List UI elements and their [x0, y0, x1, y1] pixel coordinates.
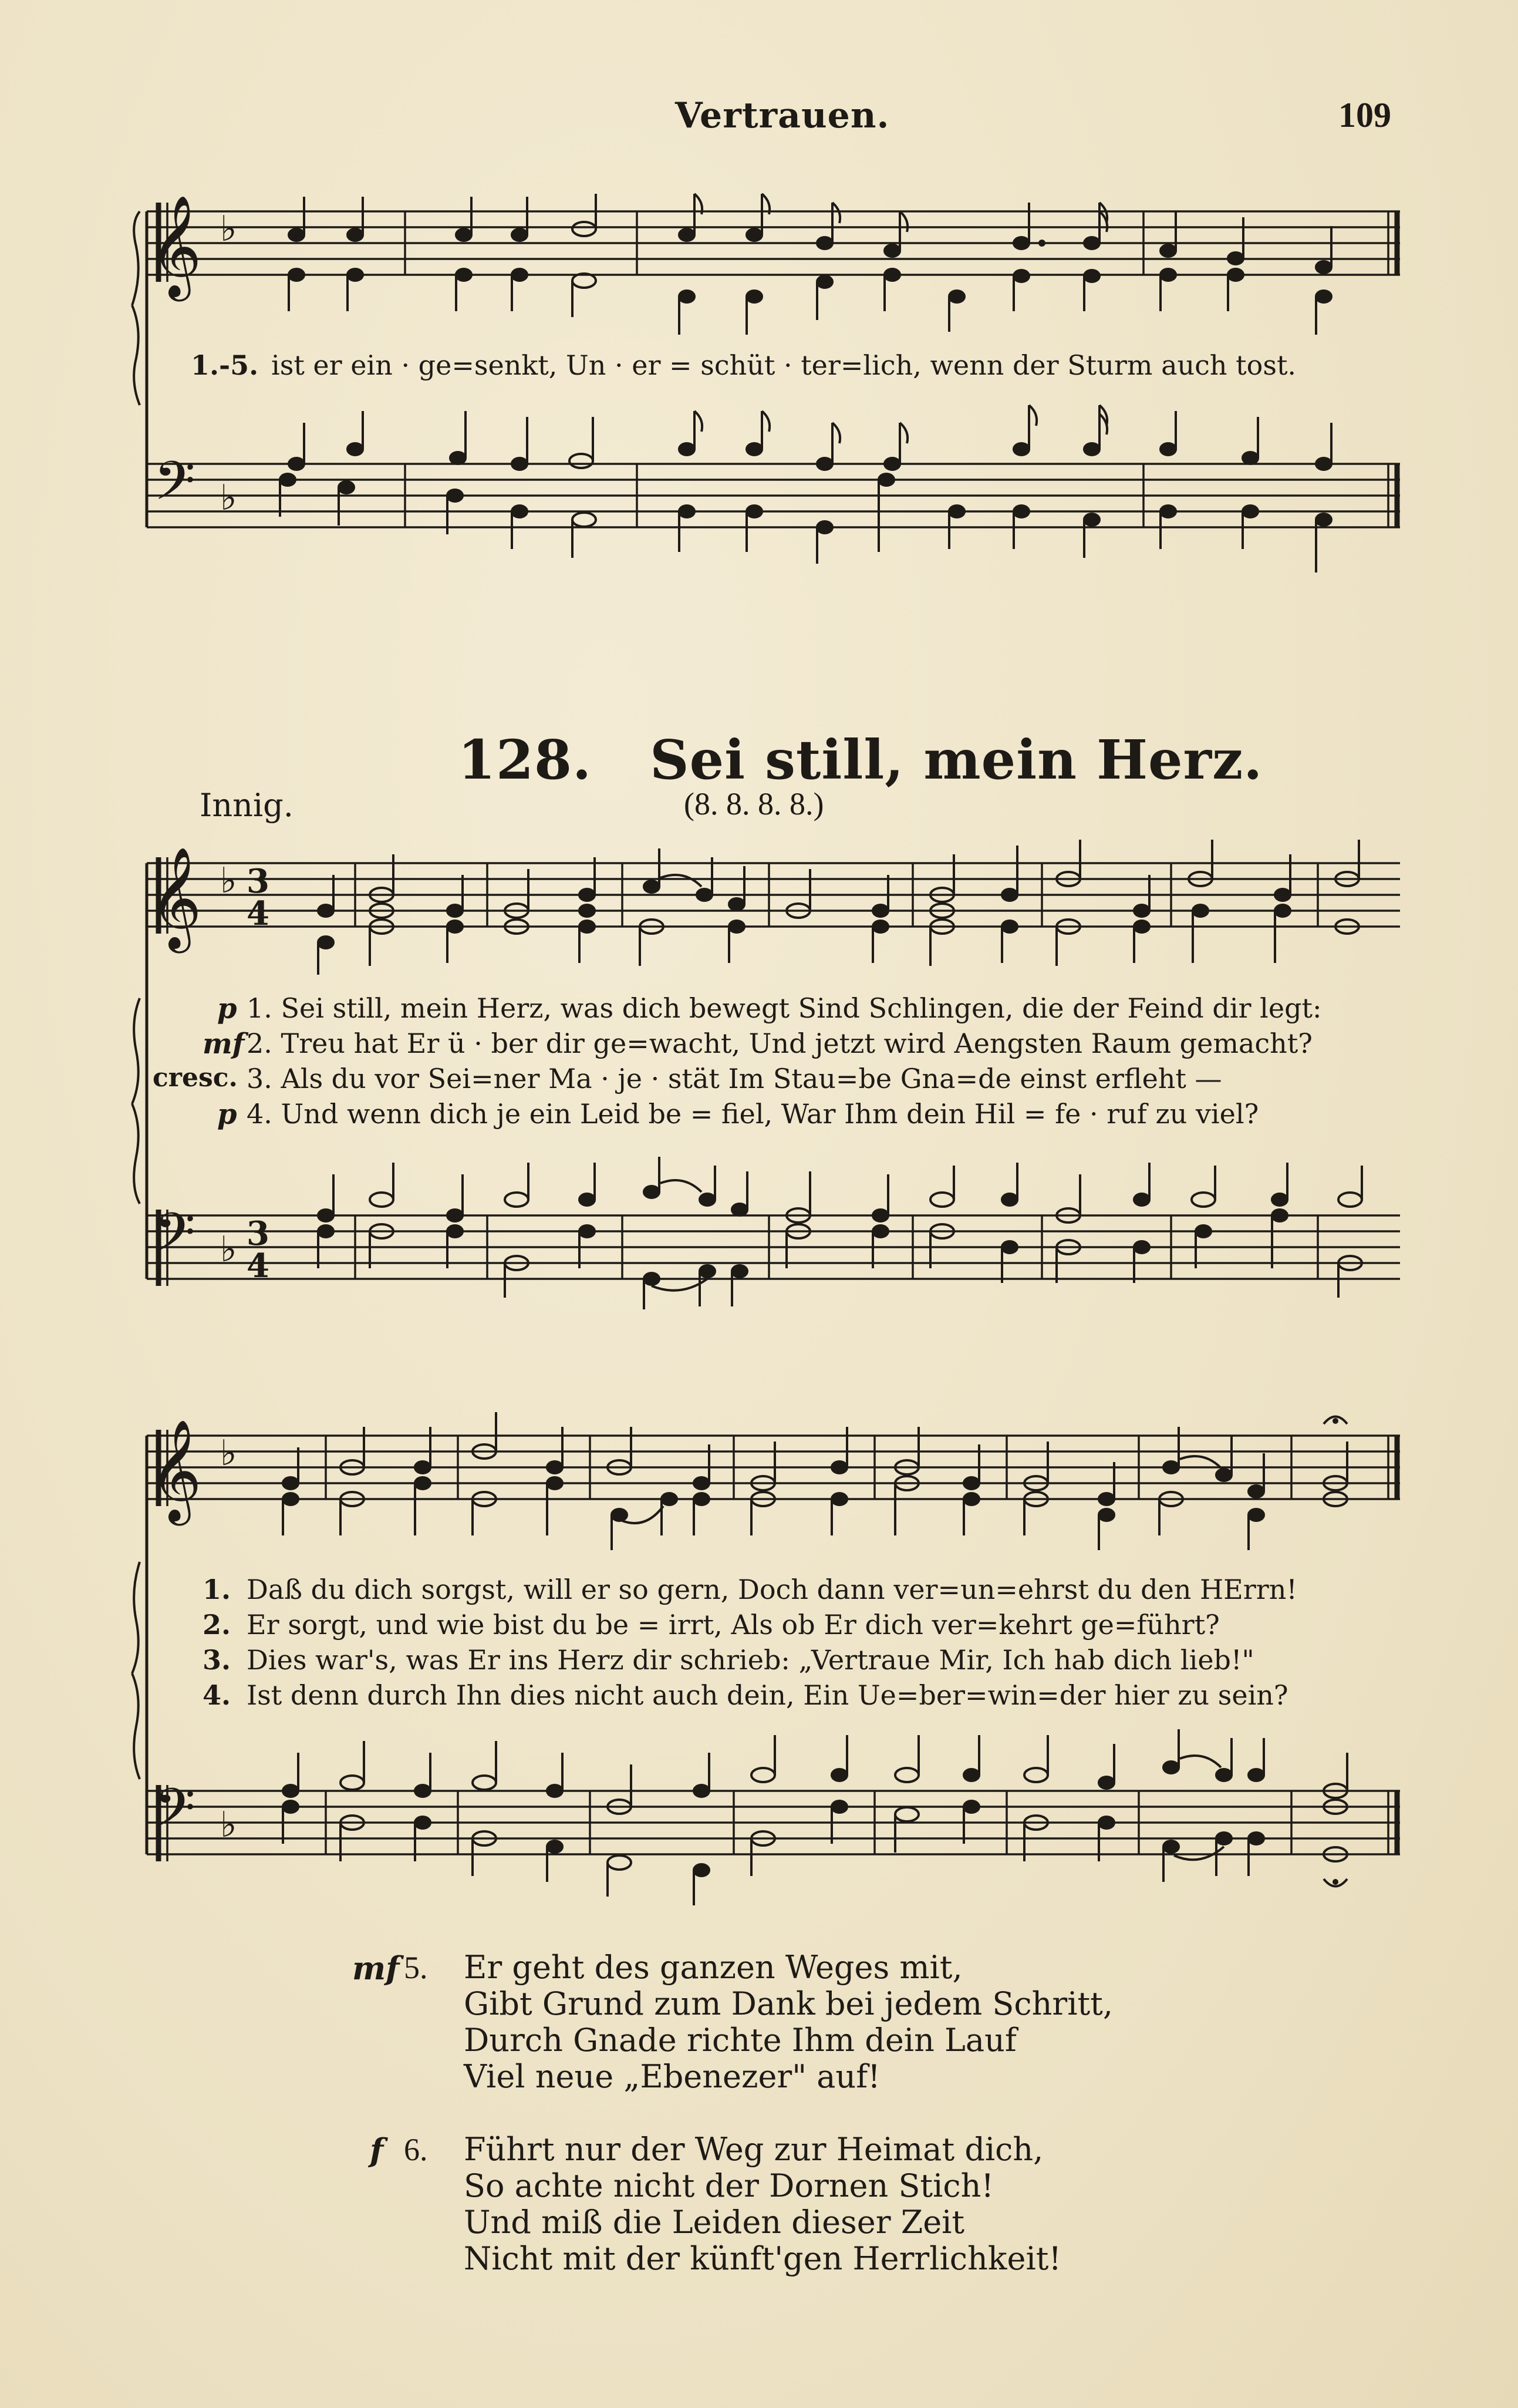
- verse-4-continued-lyric: Ist denn durch Ihn dies nicht auch dein, Ein Ue=ber=win=der hier zu sein?: [247, 1679, 1288, 1711]
- svg-text:4: 4: [247, 894, 269, 933]
- svg-text:3: 3: [247, 1214, 269, 1253]
- verse-3-number: 3.: [203, 1644, 231, 1676]
- svg-text:♭: ♭: [220, 1229, 237, 1270]
- svg-text:♭: ♭: [220, 1433, 237, 1474]
- verse-2-lyric: 2. Treu hat Er ü · ber dir ge=wacht, Und jetzt wird Aengsten Raum gemacht?: [247, 1028, 1313, 1059]
- svg-text:𝄞: 𝄞: [150, 847, 202, 949]
- svg-text:♭: ♭: [220, 1804, 237, 1845]
- verse-1-lyric: 1. Sei still, mein Herz, was dich bewegt Sind Schlingen, die der Feind dir legt:: [247, 992, 1322, 1024]
- stanza-6-line: So achte nicht der Dornen Stich!: [464, 2167, 994, 2204]
- verse-2-number: 2.: [203, 1609, 231, 1641]
- stanza-6-line: Führt nur der Weg zur Heimat dich,: [464, 2131, 1044, 2168]
- stanza-5-line: Viel neue „Ebenezer" auf!: [464, 2058, 881, 2095]
- stanza-6-number: 6.: [404, 2132, 428, 2167]
- verse-3-dynamic: cresc.: [153, 1063, 238, 1093]
- svg-text:3: 3: [247, 862, 269, 901]
- verse-2-dynamic: mf: [203, 1028, 245, 1060]
- verse-1-number: 1.: [203, 1574, 231, 1605]
- svg-text:𝄢: 𝄢: [154, 1777, 195, 1852]
- verse-4-dynamic: p: [217, 1098, 237, 1131]
- svg-text:♭: ♭: [220, 860, 237, 901]
- stanza-6-dynamic: f: [370, 2131, 384, 2169]
- stanza-5-dynamic: mf: [352, 1949, 400, 1987]
- first-system-lyric-label: 1.-5.: [191, 349, 259, 381]
- running-title: Vertrauen.: [675, 95, 890, 136]
- verse-2-continued-lyric: Er sorgt, und wie bist du be = irrt, Als ob Er dich ver=kehrt ge=führt?: [247, 1609, 1220, 1641]
- hymn-meter: (8. 8. 8. 8.): [684, 786, 824, 821]
- verse-3-lyric: 3. Als du vor Sei=ner Ma · je · stät Im Stau=be Gna=de einst erfleht —: [247, 1063, 1222, 1094]
- svg-text:♭: ♭: [220, 208, 237, 250]
- stanza-6-line: Und miß die Leiden dieser Zeit: [464, 2204, 965, 2241]
- verse-4-lyric: 4. Und wenn dich je ein Leid be = fiel, War Ihm dein Hil = fe · ruf zu viel?: [247, 1098, 1259, 1130]
- verse-1-continued-lyric: Daß du dich sorgst, will er so gern, Doch dann ver=un=ehrst du den HErrn!: [247, 1574, 1297, 1605]
- first-system-lyric: ist er ein · ge=senkt, Un · er = schüt · ter=lich, wenn der Sturm auch tost.: [271, 349, 1297, 381]
- stanza-5-line: Er geht des ganzen Weges mit,: [464, 1949, 963, 1986]
- stanza-5-line: Gibt Grund zum Dank bei jedem Schritt,: [464, 1985, 1114, 2022]
- svg-text:𝄞: 𝄞: [150, 195, 202, 297]
- verse-4-number: 4.: [203, 1679, 231, 1711]
- svg-text:𝄞: 𝄞: [150, 1419, 202, 1521]
- svg-text:𝄢: 𝄢: [154, 1201, 195, 1277]
- hymn-number: 128.: [458, 728, 592, 792]
- tempo-marking: Innig.: [200, 787, 294, 824]
- verse-1-dynamic: p: [217, 992, 237, 1025]
- stanza-5-line: Durch Gnade richte Ihm dein Lauf: [464, 2022, 1017, 2059]
- svg-text:4: 4: [247, 1247, 269, 1285]
- stanza-6-line: Nicht mit der künft'gen Herrlichkeit!: [464, 2240, 1062, 2277]
- page-number: 109: [1338, 96, 1391, 134]
- hymn-title: Sei still, mein Herz.: [650, 728, 1263, 792]
- stanza-5-number: 5.: [404, 1950, 428, 1985]
- svg-text:𝄢: 𝄢: [154, 450, 195, 525]
- svg-text:♭: ♭: [220, 477, 237, 518]
- verse-3-continued-lyric: Dies war's, was Er ins Herz dir schrieb: „Vertraue Mir, Ich hab dich lieb!": [247, 1644, 1254, 1676]
